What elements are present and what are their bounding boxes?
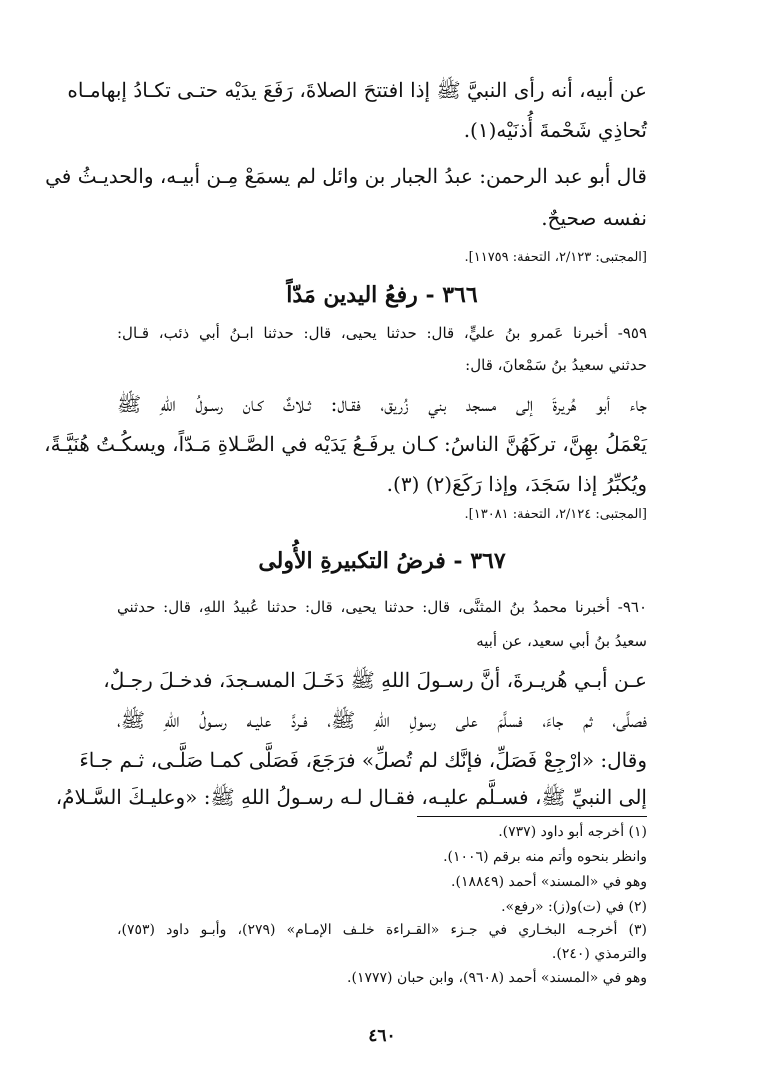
footnote-3-line-1: (٣) أخرجـه البخـاري في جـزء «القـراءة خلـف الإمـام» (٢٧٩)، وأبـو داود (٧٥٣)،	[117, 922, 648, 938]
footnote-3-line-3: وهو في «المسند» أحمد (٩٦٠٨)، وابن حبان (١٧٧٧).	[347, 970, 647, 986]
hadith-959-isnad-line-2: حدثني سعيدُ بنُ سَمْعانَ، قال:	[465, 356, 647, 374]
hadith-958-line-1: عن أبيه، أنه رأى النبيَّ ﷺ إذا افتتحَ الصلاةَ، رَفَعَ يدَيْه حتـى تكـادُ إبهامـاه	[67, 78, 647, 102]
hadith-960-isnad-line-2: سعيدُ بنُ أبي سعيد، عن أبيه	[476, 632, 647, 650]
chapter-heading-367: ٣٦٧ - فرضُ التكبيرةِ الأُولى	[258, 548, 506, 574]
hadith-960-matn-line-4: إلى النبيِّ ﷺ، فسـلَّم عليـه، فقـال لـه رسـولُ اللهِ ﷺ: «وعليـكَ السَّـلامُ،	[55, 785, 647, 809]
hadith-960-isnad-line-1: ٩٦٠- أخبرنا محمدُ بنُ المثنَّى، قال: حدثنا يحيى، قال: حدثنا عُبيدُ اللهِ، قال: حدثني	[117, 598, 647, 616]
hadith-959-matn-line-1: جاء أبو هُريرةَ إلى مسجد بني زُريق، فقـال: ثـلاثٌ كـان رسـولُ اللهِ ﷺ	[117, 392, 647, 416]
hadith-960-matn-line-2: فصلَّى، ثم جاءَ، فسلَّمَ على رسولِ اللهِ ﷺ، فـردَّ عليـه رسـولُ اللهِ ﷺ،	[117, 708, 647, 732]
footnote-2: (٢) في (ت)و(ز): «رفع».	[501, 899, 647, 915]
hadith-958-comment-line-2: نفسه صحيحٌ.	[541, 206, 647, 230]
hadith-958-reference: [المجتبى: ٢/١٢٣، التحفة: ١١٧٥٩].	[464, 250, 647, 265]
hadith-959-matn-line-3: ويُكبِّرُ إذا سَجَدَ، وإذا رَكَعَ(٢) (٣).	[386, 472, 647, 496]
hadith-958-comment-line-1: قال أبو عبد الرحمن: عبدُ الجبار بن وائل لم يسمَعْ مِـن أبيـه، والحديـثُ في	[45, 164, 647, 188]
chapter-heading-366: ٣٦٦ - رفعُ اليدين مَدّاً	[286, 282, 478, 308]
hadith-959-isnad-line-1: ٩٥٩- أخبرنا عَمرو بنُ عليٍّ، قال: حدثنا يحيى، قال: حدثنا ابـنُ أبي ذئب، قـال:	[117, 324, 647, 342]
footnote-1-line-3: وهو في «المسند» أحمد (١٨٨٤٩).	[451, 874, 647, 890]
hadith-960-matn-line-1: عـن أبـي هُريـرةَ، أنَّ رسـولَ اللهِ ﷺ دَخَـلَ المسـجدَ، فدخـلَ رجـلٌ،	[103, 668, 647, 692]
footnote-1-line-1: (١) أخرجه أبو داود (٧٣٧).	[498, 824, 647, 840]
hadith-958-line-2: تُحاذِي شَحْمةَ أُذنَيْه(١).	[463, 118, 647, 142]
footnote-1-line-2: وانظر بنحوه وأتم منه برقم (١٠٠٦).	[443, 849, 647, 865]
footnote-separator	[417, 816, 647, 817]
footnote-3-line-2: والترمذي (٢٤٠).	[551, 946, 647, 962]
hadith-959-reference: [المجتبى: ٢/١٢٤، التحفة: ١٣٠٨١].	[464, 507, 647, 522]
hadith-959-matn-line-2: يَعْمَلُ بهِنَّ، تركَهُنَّ الناسُ: كـان يرفَـعُ يَدَيْه في الصَّـلاةِ مَـدّاً، ويسكُـتُ هُنَيَّـةً،	[44, 432, 647, 456]
page-number: ٤٦٠	[368, 1026, 396, 1046]
hadith-960-matn-line-3: وقال: «ارْجِعْ فَصَلِّ، فإنَّك لم تُصلِّ» فرَجَعَ، فَصَلَّى كمـا صَلَّـى، ثـم جـاءَ	[79, 748, 647, 772]
